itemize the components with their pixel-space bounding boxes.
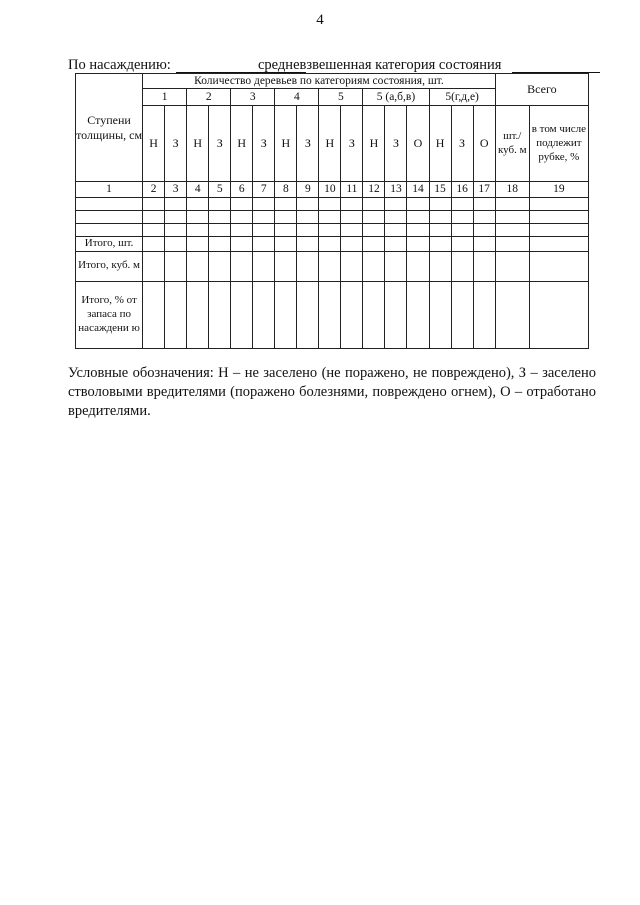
subcategory-header: Н bbox=[143, 106, 165, 182]
category-header: 5 bbox=[319, 89, 363, 106]
stand-label: По насаждению: bbox=[68, 57, 171, 73]
total-units-header: шт./ куб. м bbox=[495, 106, 529, 182]
column-number-row bbox=[76, 182, 589, 197]
column-number: 18 bbox=[495, 182, 529, 197]
subcategory-header: Н bbox=[363, 106, 385, 182]
column-number: 17 bbox=[473, 182, 495, 197]
column-number: 2 bbox=[143, 182, 165, 197]
total-header: Всего bbox=[495, 74, 588, 106]
subcategory-header: О bbox=[473, 106, 495, 182]
empty-row bbox=[76, 210, 589, 223]
category-header: 5(г,д,е) bbox=[429, 89, 495, 106]
column-number: 6 bbox=[231, 182, 253, 197]
empty-row bbox=[76, 197, 589, 210]
category-header: 5 (а,б,в) bbox=[363, 89, 429, 106]
total-volume-row bbox=[76, 251, 589, 281]
empty-row bbox=[76, 223, 589, 236]
subcategory-header: Н bbox=[187, 106, 209, 182]
column-number: 12 bbox=[363, 182, 385, 197]
column-number: 11 bbox=[341, 182, 363, 197]
total-volume-label: Итого, куб. м bbox=[76, 251, 143, 281]
subcategory-header: Н bbox=[429, 106, 451, 182]
column-number: 4 bbox=[187, 182, 209, 197]
category-header: 1 bbox=[143, 89, 187, 106]
subcategory-header: Н bbox=[319, 106, 341, 182]
total-count-row bbox=[76, 236, 589, 251]
subcategory-header: З bbox=[341, 106, 363, 182]
weighted-category-label: средневзвешенная категория состояния bbox=[258, 57, 502, 73]
tree-condition-table bbox=[75, 73, 589, 349]
subcategory-header: О bbox=[407, 106, 429, 182]
subcategory-header: З bbox=[253, 106, 275, 182]
column-number: 16 bbox=[451, 182, 473, 197]
felling-percent-header: в том числе подлежит рубке, % bbox=[529, 106, 588, 182]
column-number: 14 bbox=[407, 182, 429, 197]
column-number: 7 bbox=[253, 182, 275, 197]
column-number: 19 bbox=[529, 182, 588, 197]
subcategory-header: З bbox=[385, 106, 407, 182]
column-number: 10 bbox=[319, 182, 341, 197]
column-number: 3 bbox=[165, 182, 187, 197]
category-header: 2 bbox=[187, 89, 231, 106]
subcategory-header: Н bbox=[275, 106, 297, 182]
column-number: 5 bbox=[209, 182, 231, 197]
total-percent-row bbox=[76, 281, 589, 348]
category-header: 3 bbox=[231, 89, 275, 106]
subcategory-header: З bbox=[209, 106, 231, 182]
column-number: 15 bbox=[429, 182, 451, 197]
total-count-label: Итого, шт. bbox=[76, 236, 143, 251]
column-number: 9 bbox=[297, 182, 319, 197]
legend-notes: Условные обозначения: Н – не заселено (не поражено, не повреждено), З – заселено стволовыми вредителями (поражено болезнями, повреждено огнем), О – отработано вредителями. bbox=[68, 365, 596, 419]
subcategory-header: З bbox=[297, 106, 319, 182]
subcategory-header: З bbox=[451, 106, 473, 182]
total-percent-label: Итого, % от запаса по насаждени ю bbox=[76, 281, 143, 348]
subcategory-row bbox=[76, 106, 589, 182]
column-number: 8 bbox=[275, 182, 297, 197]
tree-count-header: Количество деревьев по категориям состояния, шт. bbox=[143, 74, 496, 89]
subcategory-header: З bbox=[165, 106, 187, 182]
column-number: 13 bbox=[385, 182, 407, 197]
column-number: 1 bbox=[76, 182, 143, 197]
subcategory-header: Н bbox=[231, 106, 253, 182]
category-header: 4 bbox=[275, 89, 319, 106]
thickness-header: Ступени толщины, см bbox=[76, 74, 143, 182]
page-number: 4 bbox=[316, 12, 324, 28]
table-body bbox=[76, 74, 589, 349]
